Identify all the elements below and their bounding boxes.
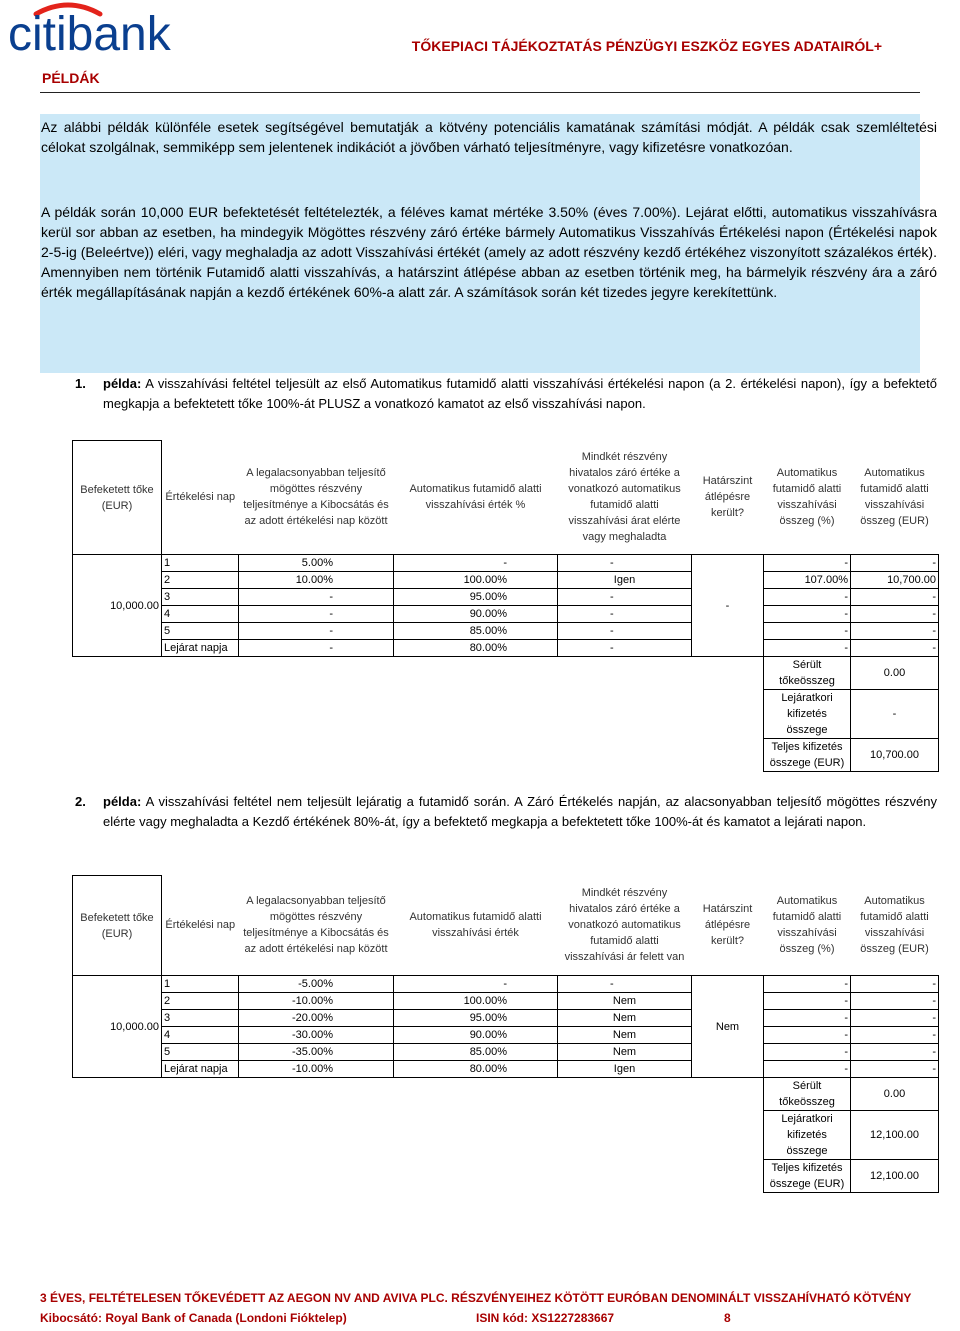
callback-eur-cell: -	[851, 640, 939, 657]
summary-label-cell: Teljes kifizetés összege (EUR)	[764, 739, 851, 772]
summary-spacer	[73, 690, 764, 739]
condition-met-cell: Igen	[558, 1061, 692, 1078]
example-2-table	[72, 875, 939, 1193]
summary-spacer	[73, 1160, 764, 1193]
example1-header-cell: Automatikus futamidő alatti visszahívási összeg (%)	[772, 467, 842, 528]
call-level-cell: 100.00%	[394, 993, 558, 1010]
example-1-lead: példa:	[103, 376, 142, 391]
evaluation-day-cell: 3	[162, 589, 239, 606]
example-2-number: 2.	[75, 794, 86, 809]
example2-header-cell: Határszint átlépésre került?	[702, 903, 753, 948]
example2-header-cell: A legalacsonyabban teljesítő mögöttes részvény teljesítménye a Kibocsátás és az adott értékelési nap között	[243, 895, 389, 956]
example-1-number: 1.	[75, 376, 86, 391]
table-row	[73, 555, 939, 572]
callback-pct-cell: -	[764, 1061, 851, 1078]
example2-header-cell: Befeketett tőke (EUR)	[73, 876, 162, 976]
condition-met-cell: Igen	[558, 572, 692, 589]
condition-met-cell: Nem	[558, 1044, 692, 1061]
table-row	[73, 1044, 939, 1061]
example2-header-cell: Automatikus futamidő alatti visszahívási összeg (%)	[772, 895, 842, 956]
performance-cell: -30.00%	[239, 1027, 394, 1044]
summary-row	[73, 739, 939, 772]
call-level-cell: 95.00%	[394, 1010, 558, 1027]
evaluation-day-cell: 1	[162, 555, 239, 572]
performance-cell: 5.00%	[239, 555, 394, 572]
performance-cell: -10.00%	[239, 993, 394, 1010]
summary-spacer	[73, 657, 764, 690]
callback-pct-cell: -	[764, 993, 851, 1010]
table-row	[73, 1010, 939, 1027]
example-1-table	[72, 440, 939, 772]
callback-pct-cell: -	[764, 589, 851, 606]
evaluation-day-cell: Lejárat napja	[162, 1061, 239, 1078]
section-label: PÉLDÁK	[42, 70, 100, 86]
footer-issuer: Kibocsátó: Royal Bank of Canada (Londoni Fióktelep)	[40, 1311, 347, 1325]
example2-header-row	[73, 876, 939, 976]
call-level-cell: 100.00%	[394, 572, 558, 589]
evaluation-day-cell: 4	[162, 1027, 239, 1044]
callback-eur-cell: -	[851, 623, 939, 640]
table-row	[73, 1027, 939, 1044]
evaluation-day-cell: Lejárat napja	[162, 640, 239, 657]
example2-header-cell: Értékelési nap	[165, 919, 236, 932]
summary-label-cell: Lejáratkori kifizetés összege	[764, 1111, 851, 1160]
call-level-cell: 80.00%	[394, 640, 558, 657]
callback-eur-cell: -	[851, 1044, 939, 1061]
call-level-cell: -	[394, 976, 558, 993]
example1-header-cell: Befeketett tőke (EUR)	[73, 441, 162, 555]
callback-pct-cell: -	[764, 1044, 851, 1061]
summary-label-cell: Lejáratkori kifizetés összege	[764, 690, 851, 739]
citibank-logo	[8, 2, 208, 56]
intro-paragraph-2: A példák során 10,000 EUR befektetését feltételezték, a féléves kamat mértéke 3.50% (éves 7.00%). Lejárat előtti, automatikus visszahívásra kerül sor abban az esetben, ha mindegyik Mögöttes részvény záró értéke bármely Automatikus Visszahívás Értékelési napon (Értékelési napok 2-5-ig (Beleértve)) eléri, vagy meghaladja az adott Visszahívási értékét (amely az adott részvény kezdő értékéhez viszonyított százalékos érték). Amennyiben nem történik Futamidő alatti visszahívás, a határszint átlépése abban az esetben történik meg, ha bármelyik részvény ára a záró érték megállapításának napján a kezdő értékének 60%-a alatt zár. A számítások során két tizedes jegyre kerekítettünk.	[41, 204, 937, 300]
example1-header-cell: Értékelési nap	[165, 491, 236, 504]
callback-eur-cell: -	[851, 993, 939, 1010]
call-level-cell: 95.00%	[394, 589, 558, 606]
condition-met-cell: -	[558, 623, 692, 640]
example1-header-cell: Automatikus futamidő alatti visszahívási összeg (EUR)	[860, 467, 929, 528]
summary-label-cell: Teljes kifizetés összege (EUR)	[764, 1160, 851, 1193]
call-level-cell: -	[394, 555, 558, 572]
example-2-lead: példa:	[103, 794, 142, 809]
performance-cell: -35.00%	[239, 1044, 394, 1061]
example1-header-row	[73, 441, 939, 555]
summary-value-cell: 0.00	[851, 1078, 939, 1111]
condition-met-cell: Nem	[558, 1010, 692, 1027]
callback-pct-cell: -	[764, 555, 851, 572]
evaluation-day-cell: 5	[162, 623, 239, 640]
callback-eur-cell: -	[851, 976, 939, 993]
summary-value-cell: 0.00	[851, 657, 939, 690]
header-divider	[40, 92, 920, 93]
example-2-text: A visszahívási feltétel nem teljesült lejáratig a futamidő során. A Záró Értékelés napján, az alacsonyabban teljesítő mögöttes részvény elérte vagy meghaladta a Kezdő értékének 80%-át, így a befektető megkapja a befektetett tőke 100%-át és kamatot a lejárati napon.	[103, 794, 937, 829]
example-1-text: A visszahívási feltétel teljesült az első Automatikus futamidő alatti visszahívási értékelési napon (a 2. értékelési napon), így a befektető megkapja a befektetett tőke 100%-át PLUSZ a vonatkozó kamatot az első visszahívási napon.	[103, 376, 937, 411]
call-level-cell: 85.00%	[394, 623, 558, 640]
footer-isin: ISIN kód: XS1227283667	[476, 1311, 615, 1325]
example1-header-cell: Mindkét részvény hivatalos záró értéke a vonatkozó automatikus futamidő alatti visszahívási árat elérte vagy meghaladta	[568, 451, 681, 544]
performance-cell: -	[239, 606, 394, 623]
intro-box	[40, 114, 937, 373]
intro-paragraph-1: Az alábbi példák különféle esetek segítségével bemutatják a kötvény potenciális kamatának számítási módját. A példák csak szemléltetési célokat szolgálnak, semmiképp sem jelentenek indikációt a jövőben várható teljesítményre, vagy kifizetésre vonatkozóan.	[41, 119, 937, 155]
evaluation-day-cell: 4	[162, 606, 239, 623]
summary-label-cell: Sérült tőkeösszeg	[764, 1078, 851, 1111]
summary-row	[73, 1078, 939, 1111]
callback-pct-cell: -	[764, 1010, 851, 1027]
evaluation-day-cell: 2	[162, 993, 239, 1010]
evaluation-day-cell: 5	[162, 1044, 239, 1061]
callback-pct-cell: -	[764, 1027, 851, 1044]
summary-row	[73, 1111, 939, 1160]
table-row	[73, 589, 939, 606]
callback-pct-cell: -	[764, 976, 851, 993]
call-level-cell: 90.00%	[394, 1027, 558, 1044]
callback-pct-cell: -	[764, 606, 851, 623]
summary-value-cell: 12,100.00	[851, 1160, 939, 1193]
document-title: TŐKEPIACI TÁJÉKOZTATÁS PÉNZÜGYI ESZKÖZ EGYES ADATAIRÓL+	[411, 38, 882, 54]
summary-value-cell: 10,700.00	[851, 739, 939, 772]
brand-text: citibank	[8, 8, 171, 56]
callback-eur-cell: -	[851, 589, 939, 606]
footer-page-number: 8	[724, 1311, 731, 1325]
condition-met-cell: Nem	[558, 1027, 692, 1044]
call-level-cell: 80.00%	[394, 1061, 558, 1078]
table-row	[73, 640, 939, 657]
footer-product-name: 3 ÉVES, FELTÉTELESEN TŐKEVÉDETT AZ AEGON NV AND AVIVA PLC. RÉSZVÉNYEIHEZ KÖTÖTT EURÓBAN DENOMINÁLT VISSZAHÍVHATÓ KÖTVÉNY	[40, 1291, 912, 1305]
table-row	[73, 606, 939, 623]
callback-eur-cell: -	[851, 1061, 939, 1078]
performance-cell: -5.00%	[239, 976, 394, 993]
callback-eur-cell: -	[851, 1010, 939, 1027]
summary-value-cell: 12,100.00	[851, 1111, 939, 1160]
table-row	[73, 1061, 939, 1078]
performance-cell: -20.00%	[239, 1010, 394, 1027]
condition-met-cell: -	[558, 976, 692, 993]
condition-met-cell: -	[558, 555, 692, 572]
example1-header-cell: Automatikus futamidő alatti visszahívási érték %	[409, 483, 542, 512]
example1-header-cell: Határszint átlépésre került?	[702, 475, 753, 520]
example1-barrier-cell: -	[692, 555, 764, 657]
callback-pct-cell: -	[764, 640, 851, 657]
condition-met-cell: Nem	[558, 993, 692, 1010]
example2-barrier-cell: Nem	[692, 976, 764, 1078]
evaluation-day-cell: 3	[162, 1010, 239, 1027]
call-level-cell: 85.00%	[394, 1044, 558, 1061]
summary-spacer	[73, 1078, 764, 1111]
performance-cell: -	[239, 640, 394, 657]
callback-eur-cell: -	[851, 555, 939, 572]
summary-spacer	[73, 739, 764, 772]
condition-met-cell: -	[558, 589, 692, 606]
performance-cell: -10.00%	[239, 1061, 394, 1078]
callback-pct-cell: -	[764, 623, 851, 640]
example2-header-cell: Automatikus futamidő alatti visszahívási összeg (EUR)	[860, 895, 929, 956]
performance-cell: 10.00%	[239, 572, 394, 589]
evaluation-day-cell: 1	[162, 976, 239, 993]
example1-invested-cell: 10,000.00	[73, 555, 162, 657]
summary-value-cell: -	[851, 690, 939, 739]
callback-eur-cell: 10,700.00	[851, 572, 939, 589]
summary-row	[73, 657, 939, 690]
callback-pct-cell: 107.00%	[764, 572, 851, 589]
call-level-cell: 90.00%	[394, 606, 558, 623]
condition-met-cell: -	[558, 606, 692, 623]
condition-met-cell: -	[558, 640, 692, 657]
table-row	[73, 976, 939, 993]
table-row	[73, 623, 939, 640]
callback-eur-cell: -	[851, 606, 939, 623]
evaluation-day-cell: 2	[162, 572, 239, 589]
summary-row	[73, 1160, 939, 1193]
example2-header-cell: Mindkét részvény hivatalos záró értéke a vonatkozó automatikus futamidő alatti visszahívási ár felett van	[564, 887, 685, 964]
callback-eur-cell: -	[851, 1027, 939, 1044]
example1-header-cell: A legalacsonyabban teljesítő mögöttes részvény teljesítménye a Kibocsátás és az adott értékelési nap között	[243, 467, 389, 528]
table-row	[73, 572, 939, 589]
table-row	[73, 993, 939, 1010]
summary-label-cell: Sérült tőkeösszeg	[764, 657, 851, 690]
performance-cell: -	[239, 623, 394, 640]
example2-header-cell: Automatikus futamidő alatti visszahívási érték	[409, 911, 542, 940]
performance-cell: -	[239, 589, 394, 606]
summary-spacer	[73, 1111, 764, 1160]
summary-row	[73, 690, 939, 739]
example2-invested-cell: 10,000.00	[73, 976, 162, 1078]
